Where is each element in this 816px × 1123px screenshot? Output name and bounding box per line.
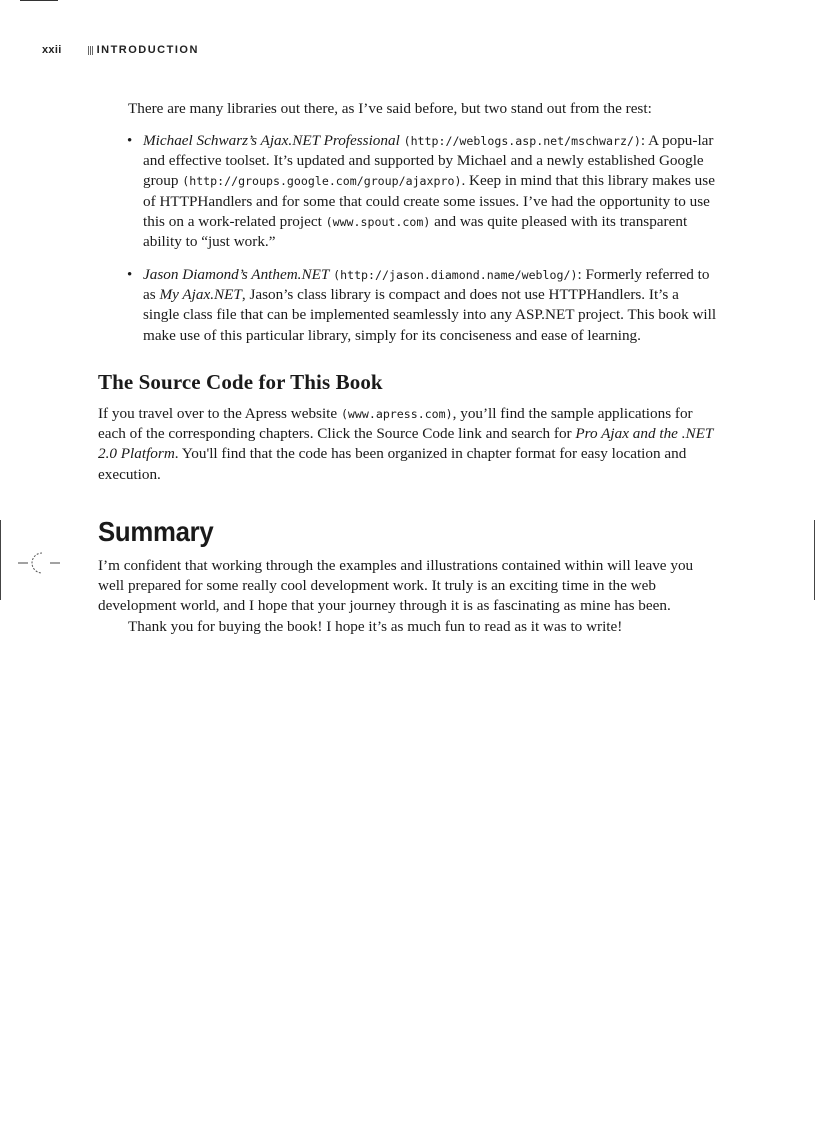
link-url[interactable]: (www.spout.com) [325,214,431,229]
bullet-text: and was quite pleased with its transparent ability to “just work.” [143,212,688,251]
bullet-text: : A popu-lar and effective toolset. It’s updated and supported by Michael and a newly established Google group [143,132,714,190]
page-number: xxii [42,44,62,56]
registration-mark-icon [18,550,62,578]
bullet-italic: My Ajax.NET [159,286,242,304]
paragraph-text: . You'll find that the code has been organized in chapter format for easy location and execution. [98,445,687,483]
source-code-paragraph [98,404,720,485]
section-title: INTRODUCTION [96,44,199,56]
bullet-title: Michael Schwarz’s Ajax.NET Professional [143,132,400,149]
section-marker-icon [88,46,94,55]
right-margin-line [814,520,815,600]
source-code-heading: The Source Code for This Book [98,370,383,394]
link-url[interactable]: (http://groups.google.com/group/ajaxpro) [182,174,462,189]
left-margin-line [0,520,1,600]
bullet-ajax-pro [143,131,717,252]
link-url[interactable]: (http://weblogs.asp.net/mschwarz/) [403,134,641,148]
paragraph-text: , you’ll find the sample applications for each of the corresponding chapters. Click the Source Code link and search for [98,405,693,443]
link-url[interactable]: (http://jason.diamond.name/weblog/) [333,268,578,282]
bullet-anthem [143,265,717,346]
bullet-icon: • [127,267,133,283]
intro-paragraph: There are many libraries out there, as I’ve said before, but two stand out from the rest: [128,100,652,117]
bullet-text: : Formerly referred to as [143,266,710,304]
summary-paragraph: I’m confident that working through the examples and illustrations contained within will leave you well prepared for some really cool development work. It truly is an exciting time in the web development world, and I hope that your journey through it is as fascinating as mine has been. [98,557,694,615]
bullet-title: Jason Diamond’s Anthem.NET [143,266,330,283]
summary-heading: Summary [98,516,214,547]
book-title: Pro Ajax and the .NET 2.0 Platform [98,425,714,463]
link-url[interactable]: (www.apress.com) [340,407,453,421]
top-rule [20,0,58,1]
bullet-text: . Keep in mind that this library makes use of HTTPHandlers and for some that could create some issues. I’ve had the opportunity to use this on a work-related project [143,172,715,230]
running-head [42,44,199,56]
bullet-text: , Jason’s class library is compact and does not use HTTPHandlers. It’s a single class file that can be implemented seamlessly into any ASP.NET project. This book will make use of this particular library, simply for its conciseness and ease of learning. [143,286,717,344]
paragraph-text: If you travel over to the Apress website [98,405,341,422]
bullet-icon: • [127,133,133,149]
summary-closing: Thank you for buying the book! I hope it’s as much fun to read as it was to write! [128,618,623,635]
